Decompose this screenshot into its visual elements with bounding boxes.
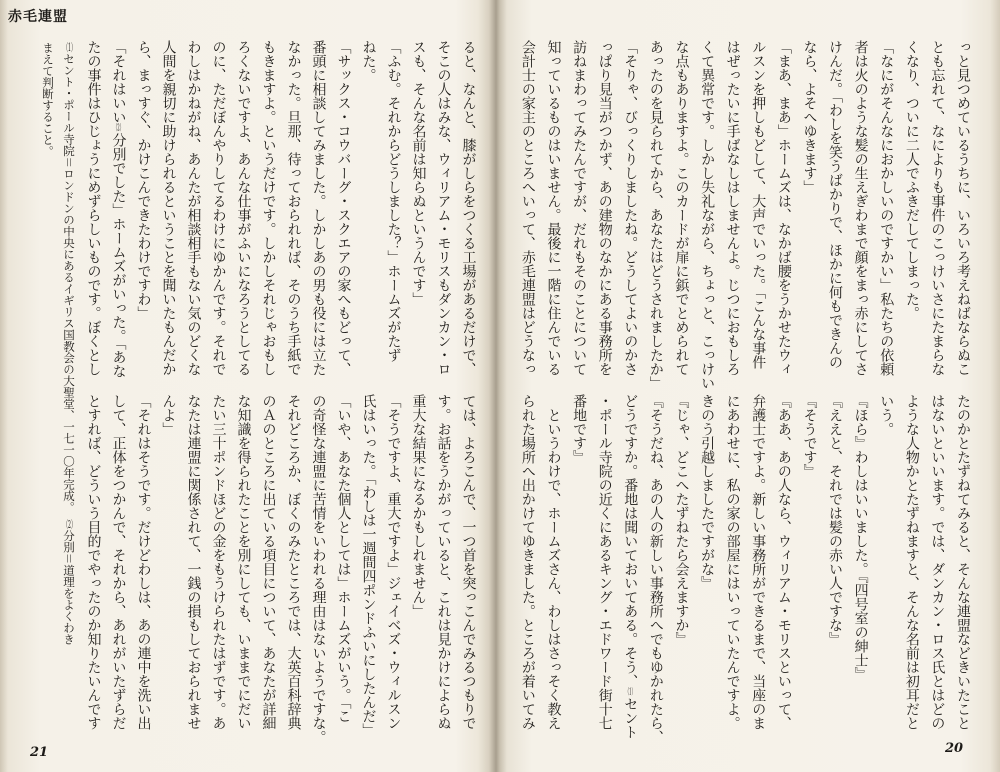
text-column: ると、なんと、膝がしらをつくる工場があるだけで、 [460,40,477,376]
footnote-marker: （2） [63,518,76,530]
text-column: す。お話をうかがっていると、これは見かけによらぬ [435,394,452,730]
text-column: 氏はいった。「わしは一週間四ポンドふいにしたんだ」 [360,394,377,737]
text-column: 『ああ、あの人なら、ウィリアム・モリスといって、 [775,394,792,730]
upper-text-block [514,40,975,392]
text-column: ら、まっすぐ、かけこんできたわけですわ」 [135,40,152,320]
text-column: そこの人はみな、ウィリアム・モリスもダンカン・ロ [435,40,452,376]
text-column: 「そりゃ、びっくりしましたね。どうしてよいのかさ [622,40,639,376]
text-column: どうですか。番地は聞いておいてある。そう、（1）セント [622,394,639,739]
footnote-marker: （2） [113,124,124,133]
text-column: たの事件はひじょうにめずらしいものです。ぼくとし [85,40,102,376]
text-column: 『ほら』わしはいいました。『四号室の紳士』 [852,394,869,681]
text-column: 者は火のような髪の生えぎわまで顔をまっ赤にしてさ [852,40,869,376]
footnote-marker: （1） [63,42,76,53]
text-column: にあわせに、私の家の部屋にはいっていたんですよ。 [724,394,741,730]
text-column: 人間を親切に助けられるということを聞いたもんだか [160,40,177,376]
text-column: 重大な結果になるかもしれません」 [410,394,427,618]
text-column: たのかとたずねてみると、そんな連盟などきいたこと [955,394,971,730]
text-column: なたは連盟に関係されて、一銭の損もしておられませ [185,394,202,730]
footnotes [38,42,80,742]
text-column: くて異常です。しかし失礼ながら、ちょっと、こっけい [699,40,716,390]
lower-text-block [514,394,975,746]
page-number: 21 [30,745,49,760]
text-column: 『ええと、それでは髪の赤い人ですな』 [827,394,844,646]
text-column: もきますよ。というだけです。しかしそれじゃおもし [260,40,277,376]
text-column: 『そうです』 [801,394,818,478]
text-column: 『そうだね、あの人の新しい事務所へでもゆかれたら、 [647,394,664,744]
text-column: 「まあ、まあ」ホームズは、なかば腰をうかせたウィ [775,40,792,376]
page-right [500,0,1000,772]
text-column: なかった。旦那、待っておられれば、そのうち手紙で [285,40,302,376]
text-column: ろくないですよ、あんな仕事がふいになろうとしてる [235,40,252,376]
text-column: の奇怪な連盟に苦情をいわれる理由はないようですな。 [310,394,327,744]
text-column: いう。 [878,394,895,436]
text-column: 「それはそうです。だけどわしは、あの連中を洗い出 [135,394,152,730]
text-column: 訪ねまわってみたんですが、だれもそのことについて [571,40,588,376]
text-column: あったのを見られてから、あなたはどうされましたか」 [647,40,664,390]
text-column: 「サックス・コウバーグ・スクエアの家へもどって、 [335,40,352,376]
text-column: 『じゃ、どこへたずねたら会えますか』 [673,394,690,646]
text-column: なら、よそへゆきます」 [801,40,818,194]
text-column: けんだ。「わしを笑うばかりで、ほかに何もできんの [827,40,844,369]
text-column: ねた。 [360,40,377,82]
text-column: 番頭に相談してみました。しかしあの男も役には立た [310,40,327,376]
text-column: な点もありますよ。このカードが扉に鋲でとめられて [673,40,690,376]
text-column: ては、よろこんで、一つ首を突っこんでみるつもりで [460,394,477,730]
text-column: のに、ただぼんやりしてるわけにゆかんです。それで [210,40,227,376]
text-column: というわけで、ホームズさん、わしはさっそく教え [545,394,562,730]
text-column: 「それはいい（2）分別でした」ホームズがいった。「あな [110,40,127,378]
text-column: 知っているものはいません。最後に一階に住んでいる [545,40,562,376]
text-column: のＡのところに出ている項目について、あなたが詳細 [260,394,277,730]
text-column: きのう引越しましたですがな』 [699,394,716,590]
footnote-marker: （1） [625,688,636,697]
text-column: られた場所へ出かけてゆきました。ところが着いてみ [519,394,536,730]
text-column: たい三十ポンドほどの金をもうけられたはずです。あ [210,394,227,730]
text-column: な知識を得られたことを別にしても、いままでにだい [235,394,252,730]
text-column: っぱり見当がつかず、あの建物のなかにある事務所を [596,40,613,376]
lower-text-block [81,394,481,746]
text-column: 「そうですよ、重大ですよ」ジェイベズ・ウィルスン [385,394,402,730]
text-column: くなり、ついに二人でふきだしてしまった。 [903,40,920,320]
page-number: 20 [945,741,964,756]
text-column: とも忘れて、なによりも事件のこっけいさにたまらな [929,40,946,376]
text-column: とすれば、どういう目的でやったのか知りたいんです [85,394,102,730]
text-column: 弁護士ですよ。新しい事務所ができるまで、当座のま [750,394,767,730]
running-head: 赤毛連盟 [8,9,68,25]
text-column: 「ふむ。それからどうしました？」ホームズがたず [385,40,402,362]
upper-text-block [81,40,481,392]
text-column: っと見つめているうちに、いろいろ考えねばならぬこ [955,40,971,376]
text-column: 「いや、あなた個人としては」ホームズがいう。「こ [335,394,352,723]
text-column: ・ポール寺院の近くにあるキング・エドワード街十七 [596,394,613,730]
text-column: スも、そんな名前は知らぬというんです」 [410,40,427,306]
text-column: して、正体をつかんで、それから、あれがいたずらだ [110,394,127,730]
text-column: はぜったいに手ばなしはしませんよ。じつにおもしろ [724,40,741,376]
text-column: はないといいます。では、ダンカン・ロス氏とはどの [929,394,946,730]
text-column: 「なにがそんなにおかしいのですかい」私たちの依頼 [878,40,895,376]
footnote-column: （1）セント・ポール寺院＝ロンドンの中央にあるイギリス国教会の大聖堂、一七一〇年完成。 （2）分別＝道理をよくわき [62,42,76,645]
footnote-column: まえて判断すること。 [41,42,55,157]
text-column: ような人物かとたずねますと、そんな名前は初耳だと [903,394,920,730]
text-column: それどころか、ぼくのみたところでは、大英百科辞典 [285,394,302,730]
text-column: ルスンを押しもどして、大声でいった。「こんな事件 [750,40,767,369]
text-column: 番地です』 [571,394,588,464]
text-column: んよ」 [160,394,177,436]
text-column: わしはかねがね、あんたが相談相手もない気のどくな [185,40,202,376]
text-column: 会計士の家主のところへいって、赤毛連盟はどうなっ [519,40,536,376]
